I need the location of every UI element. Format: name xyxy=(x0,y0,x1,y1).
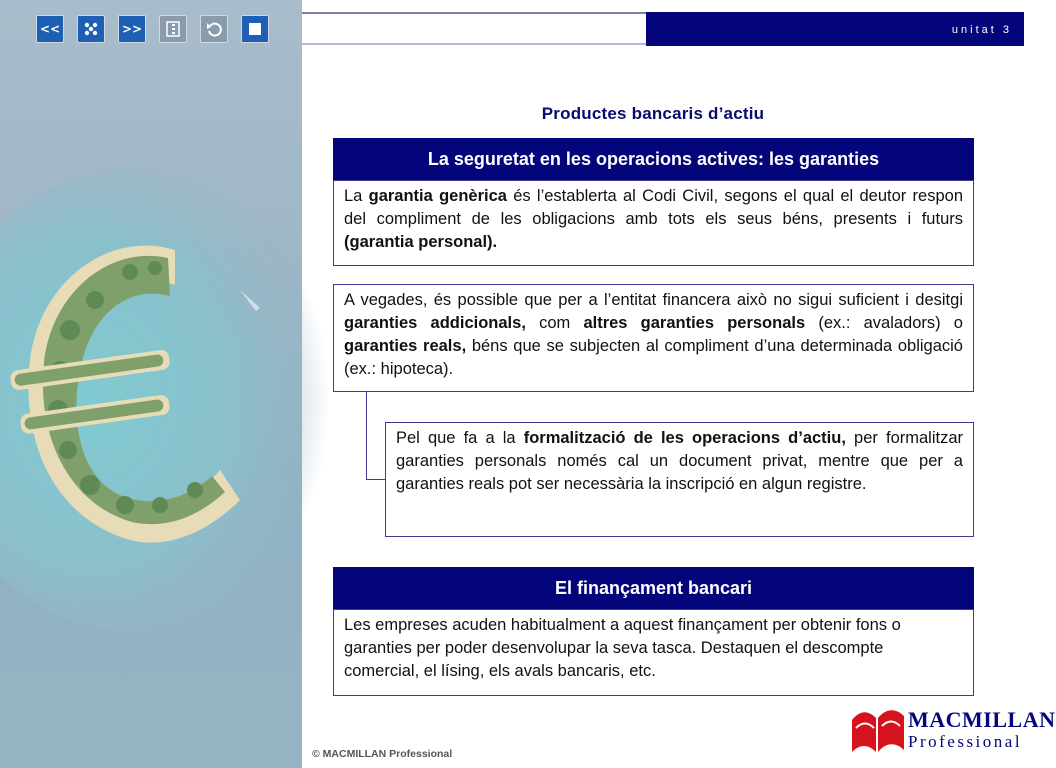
text-segment: béns que se subjecten al compliment d’una determinada obligació (ex.: hipoteca). xyxy=(344,337,963,378)
text-segment: La xyxy=(344,187,369,205)
logo-line-2: Professional xyxy=(908,732,1023,751)
bold-term: altres garanties personals xyxy=(583,314,806,332)
back-button[interactable] xyxy=(200,15,228,43)
previous-button[interactable] xyxy=(36,15,64,43)
decorative-island-panel xyxy=(0,0,302,768)
page-title: Productes bancaris d’actiu xyxy=(541,104,765,123)
stop-button[interactable] xyxy=(241,15,269,43)
bold-term: formalització de les operacions d’actiu, xyxy=(523,429,846,447)
unit-bar xyxy=(646,12,1024,46)
logo-line-1: MACMILLAN xyxy=(908,707,1056,732)
macmillan-flag-icon xyxy=(850,706,906,754)
text-segment: (ex.: avaladors) o xyxy=(805,314,963,332)
section-financing-header: El finançament bancari xyxy=(333,567,974,609)
grid-dots-icon xyxy=(83,21,99,37)
navigation-toolbar xyxy=(36,15,269,45)
stop-square-icon xyxy=(249,23,261,35)
unit-label: unitat 3 xyxy=(951,24,1012,36)
next-label: >> xyxy=(121,22,143,36)
contents-button[interactable] xyxy=(159,15,187,43)
text-segment: és l’establerta al Codi Civil, segons el qual el deutor respon del compliment de les obligacions amb tots els seus béns, presents i futurs xyxy=(344,187,963,228)
bold-term: garanties reals, xyxy=(344,337,467,355)
copyright-text: © MACMILLAN Professional xyxy=(312,748,453,760)
connector-horizontal xyxy=(366,479,385,480)
additional-guarantees-box xyxy=(333,284,974,392)
section-guarantees-header: La seguretat en les operacions actives: les garanties xyxy=(333,138,974,180)
header-title-field xyxy=(302,14,646,45)
bold-term: garantia genèrica xyxy=(368,187,507,205)
index-button[interactable] xyxy=(77,15,105,43)
list-icon xyxy=(166,21,180,37)
previous-label: << xyxy=(39,22,61,36)
text-segment: Pel que fa a la xyxy=(396,429,524,447)
macmillan-logo xyxy=(850,706,1056,756)
text-segment: com xyxy=(525,314,584,332)
text-segment: A vegades, és possible que per a l’entitat financera això no sigui suficient i desitgi xyxy=(344,291,963,309)
connector-vertical xyxy=(366,392,367,480)
bold-term: (garantia personal). xyxy=(344,233,498,251)
generic-guarantee-box xyxy=(333,180,974,266)
bold-term: garanties addicionals, xyxy=(344,314,526,332)
text-segment: per formalitzar garanties personals només cal un document privat, mentre que per a garanties reals pot ser necessària la inscripció en algun registre. xyxy=(396,429,964,493)
formalization-box xyxy=(385,422,974,537)
undo-arrow-icon xyxy=(206,21,222,37)
next-button[interactable] xyxy=(118,15,146,43)
financing-box: Les empreses acuden habitualment a aquest finançament per obtenir fons o garanties per poder desenvolupar la seva tasca. Destaquen el descompte comercial, el lísing, els avals bancaris, etc. xyxy=(333,609,974,696)
euro-island-illustration xyxy=(0,0,302,768)
logo-text xyxy=(908,708,1056,752)
